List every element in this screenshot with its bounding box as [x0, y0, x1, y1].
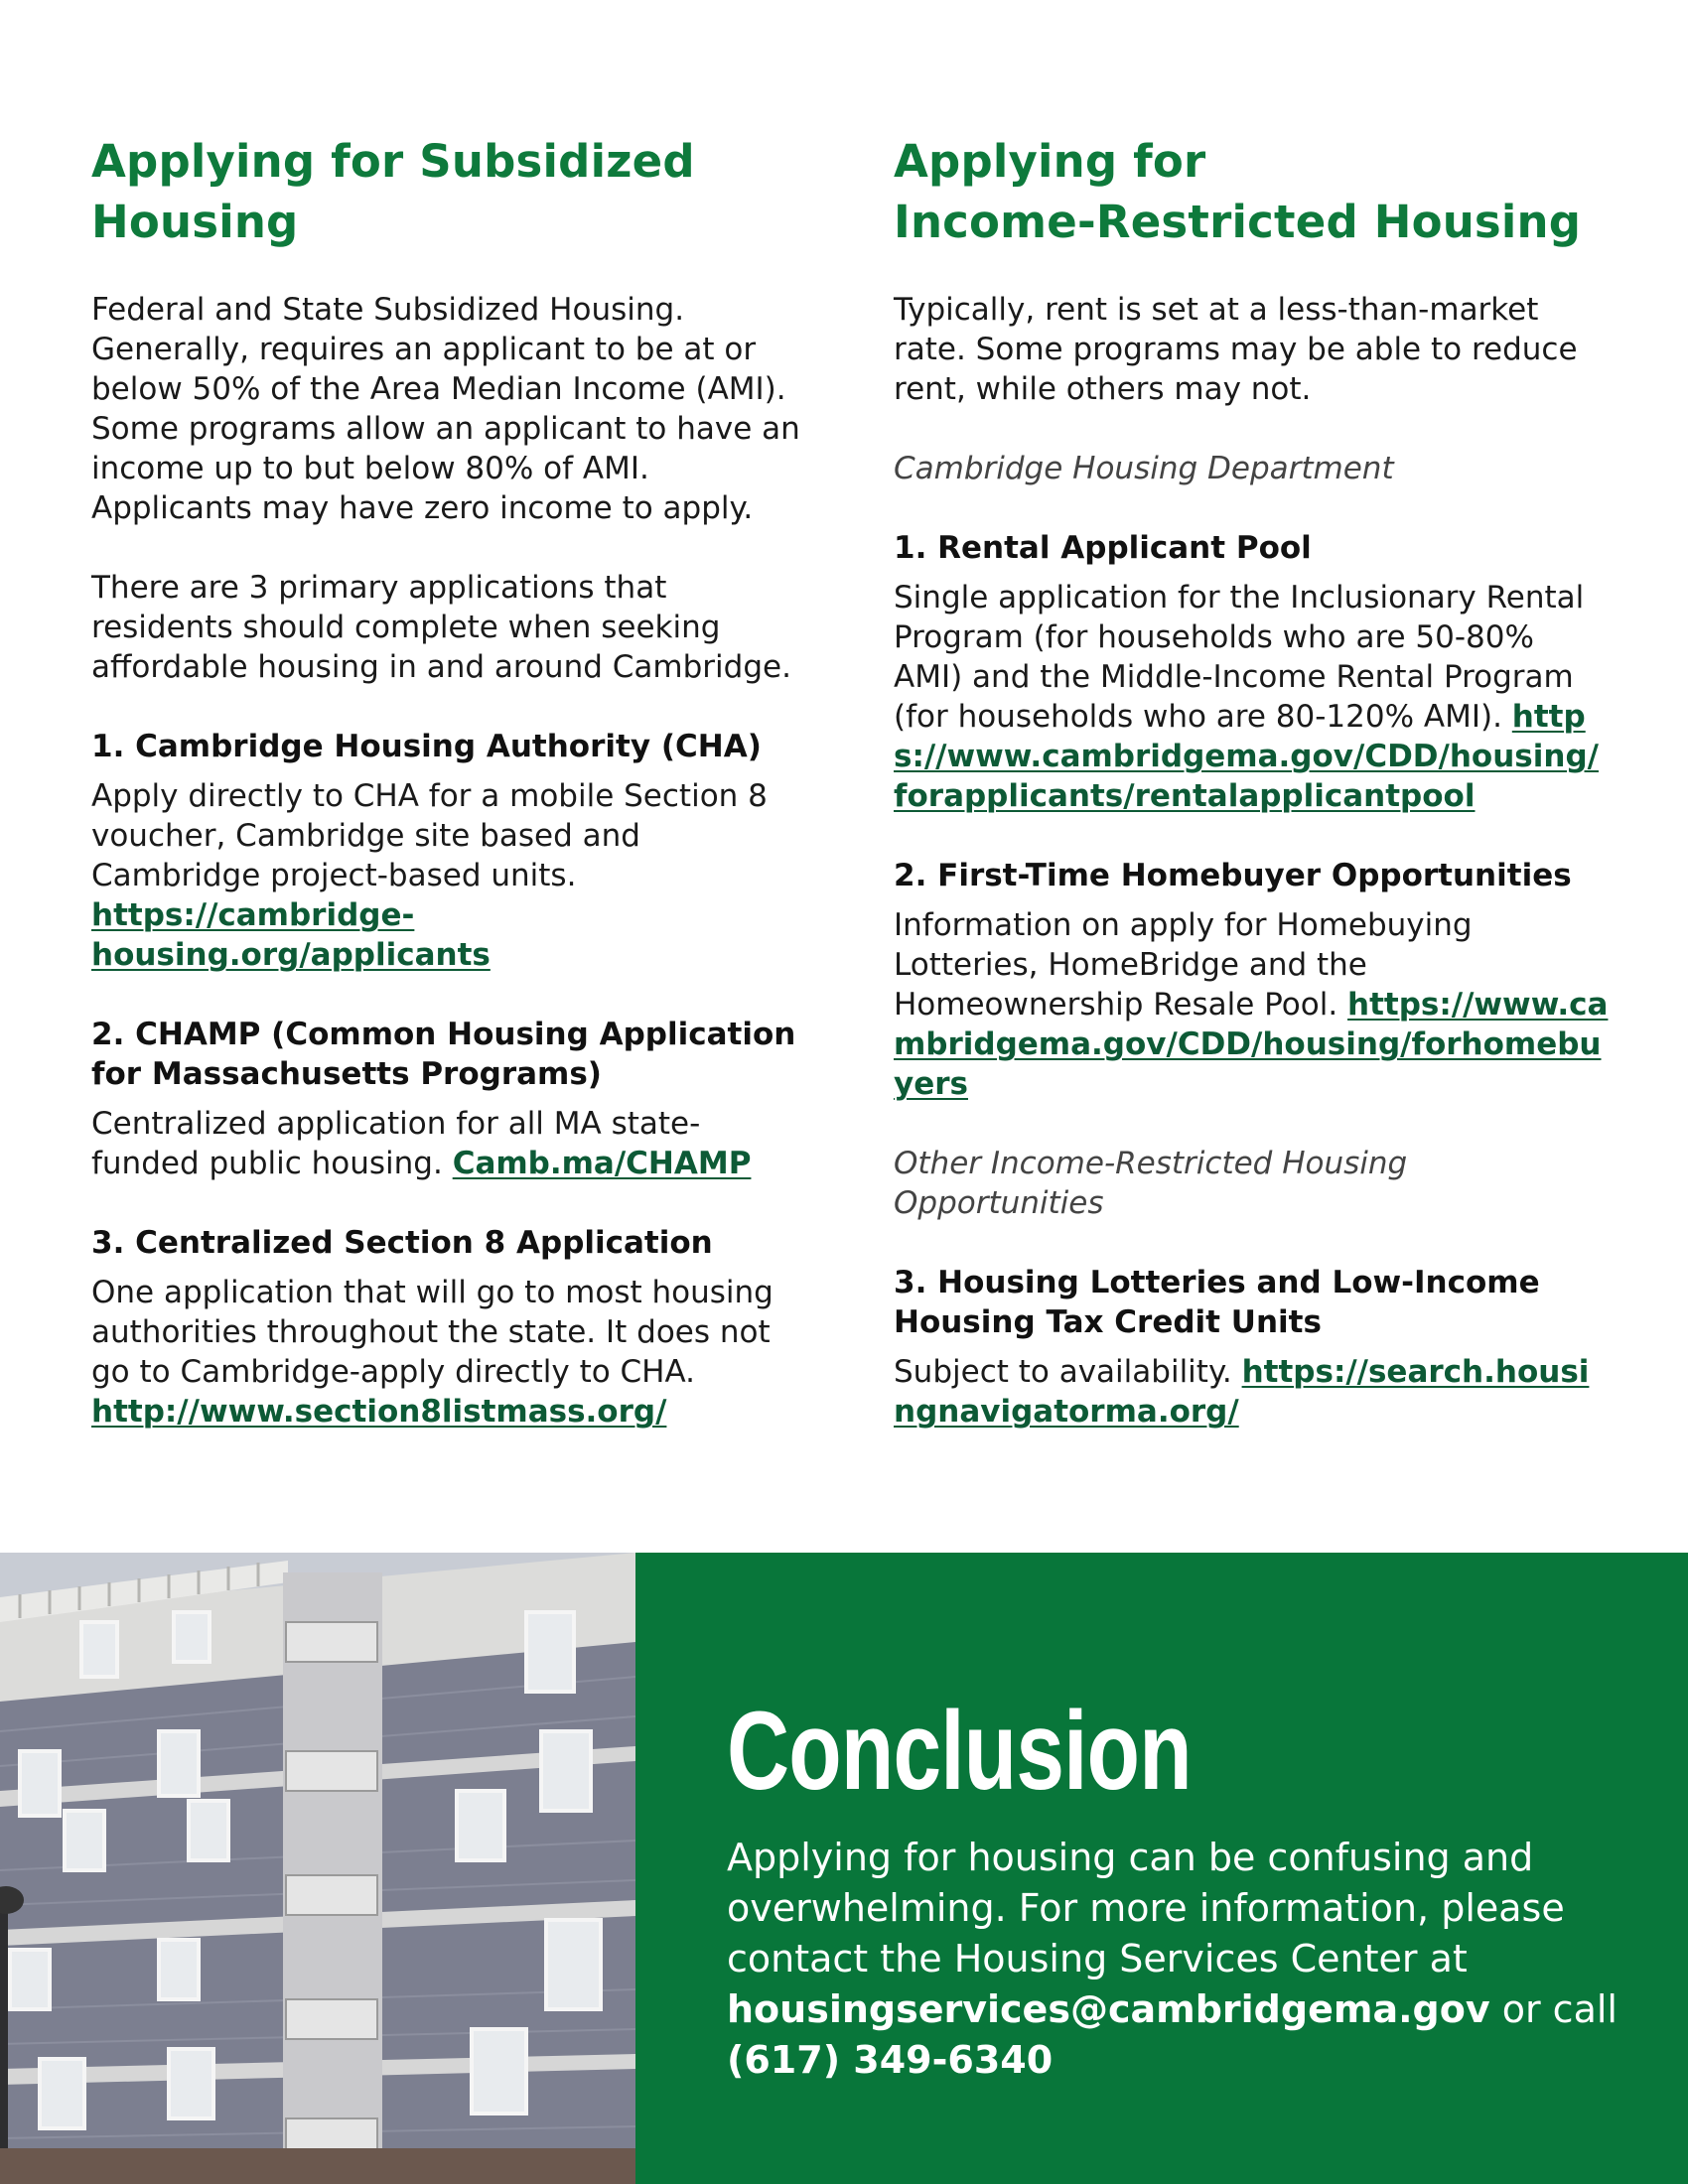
- title-line-1: Applying for: [894, 135, 1206, 188]
- cha-text: [91, 776, 806, 975]
- contact-email[interactable]: housingservices@cambridgema.gov: [727, 1987, 1490, 2031]
- other-opportunities-subheading: Other Income-Restricted Housing Opportunities: [894, 1146, 1408, 1221]
- lotteries-link[interactable]: https://search.housingnavigatorma.org/: [894, 1354, 1590, 1430]
- section8-text: [91, 1273, 806, 1432]
- champ-link[interactable]: Camb.ma/CHAMP: [452, 1146, 752, 1181]
- cha-link[interactable]: https://cambridge-housing.org/applicants: [91, 897, 491, 973]
- income-restricted-title: [894, 131, 1609, 252]
- subsidized-housing-title: [91, 131, 806, 252]
- rental-applicant-pool-text: [894, 578, 1609, 816]
- title-line-2: Income-Restricted Housing: [894, 196, 1582, 248]
- cha-description: Apply directly to CHA for a mobile Section 8 voucher, Cambridge site based and Cambridge project-based units.: [91, 778, 768, 893]
- cambridge-housing-department-subheading: Cambridge Housing Department: [894, 451, 1394, 486]
- champ-description: Centralized application for all MA state-funded public housing.: [91, 1106, 701, 1181]
- conclusion-text: [727, 1833, 1640, 2086]
- rental-applicant-pool-description: Single application for the Inclusionary Rental Program (for households who are 50-80% AMI) and the Middle-Income Rental Program (for households who are 80-120% AMI).: [894, 580, 1585, 735]
- lotteries-heading: 3. Housing Lotteries and Low-Income Housing Tax Credit Units: [894, 1265, 1540, 1340]
- title-line-2: Housing: [91, 196, 299, 248]
- apartment-building-photo: [0, 1553, 635, 2184]
- conclusion-band: [0, 1553, 1688, 2184]
- cha-heading: 1. Cambridge Housing Authority (CHA): [91, 729, 762, 764]
- champ-heading: 2. CHAMP (Common Housing Application for Massachusetts Programs): [91, 1017, 796, 1092]
- rental-applicant-pool-link[interactable]: https://www.cambridgema.gov/CDD/housing/forapplicants/rentalapplicantpool: [894, 699, 1599, 814]
- subsidized-intro-1: Federal and State Subsidized Housing. Generally, requires an applicant to be at or below 50% of the Area Median Income (AMI). Some programs allow an applicant to have an income up to but below 80% of AMI. Applicants may have zero income to apply.: [91, 292, 800, 526]
- or-word: or: [1501, 1987, 1541, 2031]
- homebuyer-heading: 2. First-Time Homebuyer Opportunities: [894, 858, 1572, 893]
- champ-text: [91, 1104, 806, 1183]
- rental-applicant-pool-heading: 1. Rental Applicant Pool: [894, 530, 1312, 566]
- section8-heading: 3. Centralized Section 8 Application: [91, 1225, 713, 1261]
- homebuyer-description: Information on apply for Homebuying Lotteries, HomeBridge and the Homeownership Resale Pool.: [894, 907, 1473, 1023]
- contact-phone[interactable]: (617) 349-6340: [727, 2038, 1054, 2082]
- conclusion-body: Applying for housing can be confusing and overwhelming. For more information, please contact the Housing Services Center at: [727, 1836, 1565, 1980]
- income-restricted-intro: Typically, rent is set at a less-than-market rate. Some programs may be able to reduce rent, while others may not.: [894, 292, 1578, 407]
- title-line-1: Applying for Subsidized: [91, 135, 695, 188]
- homebuyer-link[interactable]: https://www.cambridgema.gov/CDD/housing/forhomebuyers: [894, 987, 1609, 1102]
- call-word: call: [1552, 1987, 1618, 2031]
- subsidized-intro-2: There are 3 primary applications that residents should complete when seeking affordable housing in and around Cambridge.: [91, 570, 791, 685]
- homebuyer-text: [894, 905, 1609, 1104]
- subsidized-housing-section: [91, 131, 806, 1432]
- lotteries-text: [894, 1352, 1609, 1432]
- section8-description: One application that will go to most housing authorities throughout the state. It does not go to Cambridge-apply directly to CHA.: [91, 1275, 774, 1390]
- income-restricted-section: [894, 131, 1609, 1432]
- section8-link[interactable]: http://www.section8listmass.org/: [91, 1394, 667, 1430]
- lotteries-description: Subject to availability.: [894, 1354, 1232, 1390]
- conclusion-title: Conclusion: [727, 1689, 1192, 1813]
- conclusion-panel: [635, 1553, 1688, 2184]
